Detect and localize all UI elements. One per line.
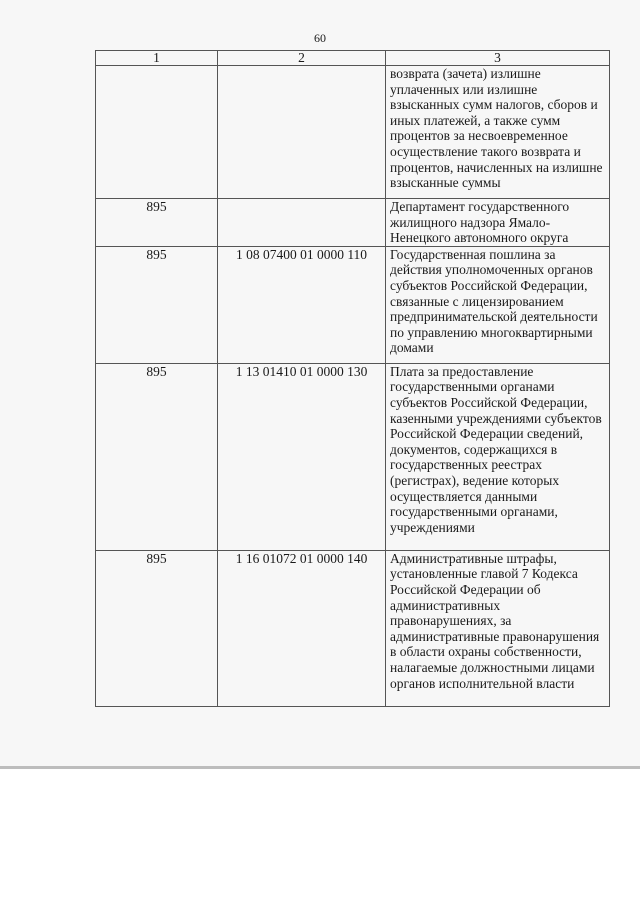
admin-code: 895 bbox=[146, 246, 167, 262]
budget-code-cell bbox=[218, 199, 386, 247]
table-row bbox=[96, 199, 610, 247]
admin-code: 895 bbox=[146, 199, 167, 214]
budget-code-cell bbox=[218, 246, 386, 363]
table-row bbox=[96, 363, 610, 550]
description-cell bbox=[386, 66, 610, 199]
description-text: Административные штрафы, установленные главой 7 Кодекса Российской Федерации об административных правонарушениях, за административные правонарушения в области охраны собственности, налагаемые должностными лицами органов исполнительной власти bbox=[390, 550, 600, 691]
budget-code: 1 13 01410 01 0000 130 bbox=[235, 363, 368, 379]
description-text: Плата за предоставление государственными органами субъектов Российской Федерации, казенными учреждениями субъектов Российской Федерации сведений, документов, содержащихся в государственных реестрах (регистрах), ведение которых осуществляется данными государственными органами, учреждениями bbox=[390, 363, 602, 535]
description-text: Государственная пошлина за действия уполномоченных органов субъектов Российской Федерации, связанные с лицензированием предпринимательской деятельности по управлению многоквартирными домами bbox=[390, 246, 598, 356]
admin-code-cell bbox=[96, 363, 218, 550]
description-cell bbox=[386, 246, 610, 363]
admin-code: 895 bbox=[146, 363, 167, 379]
table-header-row bbox=[96, 51, 610, 66]
column-header-1: 1 bbox=[96, 51, 218, 66]
description-text: Департамент государственного жилищного надзора Ямало-Ненецкого автономного округа bbox=[390, 199, 570, 246]
table-row bbox=[96, 66, 610, 199]
scan-edge-divider bbox=[0, 766, 640, 769]
budget-code-cell bbox=[218, 550, 386, 706]
admin-code: 895 bbox=[146, 550, 167, 566]
description-cell bbox=[386, 199, 610, 247]
budget-code: 1 08 07400 01 0000 110 bbox=[235, 246, 368, 262]
budget-code: 1 16 01072 01 0000 140 bbox=[235, 550, 368, 566]
page-number: 60 bbox=[314, 31, 326, 45]
table-row bbox=[96, 246, 610, 363]
budget-codes-table bbox=[95, 50, 610, 707]
admin-code-cell bbox=[96, 66, 218, 199]
column-header-3: 3 bbox=[386, 51, 610, 66]
budget-code-cell bbox=[218, 363, 386, 550]
description-text: возврата (зачета) излишне уплаченных или излишне взысканных сумм налогов, сборов и иных платежей, а также сумм процентов за несвоевременное осуществление такого возврата и процентов, начисленных на излишне взысканные суммы bbox=[390, 66, 603, 191]
admin-code-cell bbox=[96, 550, 218, 706]
table-row bbox=[96, 550, 610, 706]
description-cell bbox=[386, 550, 610, 706]
admin-code-cell bbox=[96, 199, 218, 247]
budget-code-cell bbox=[218, 66, 386, 199]
admin-code-cell bbox=[96, 246, 218, 363]
description-cell bbox=[386, 363, 610, 550]
column-header-2: 2 bbox=[218, 51, 386, 66]
